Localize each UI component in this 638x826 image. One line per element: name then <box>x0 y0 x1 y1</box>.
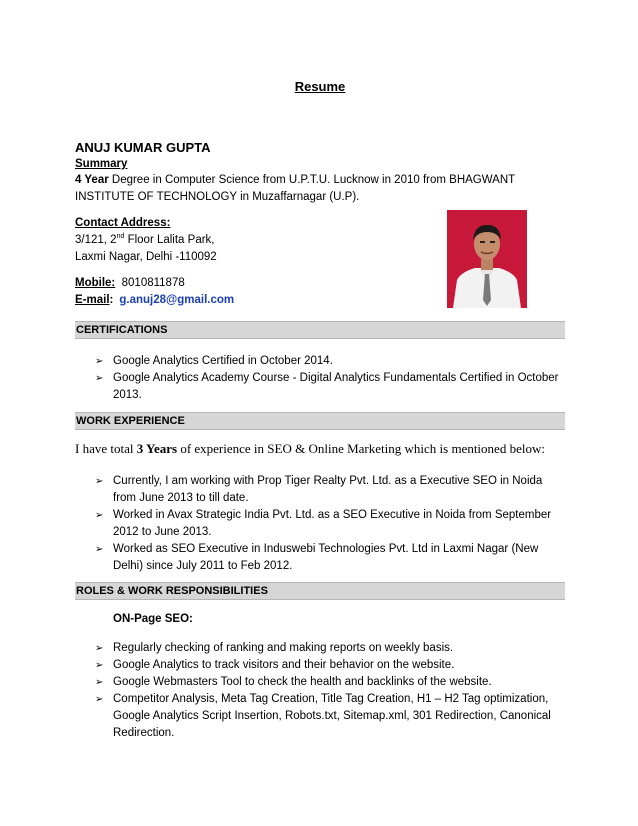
work-experience-heading <box>75 412 565 430</box>
contact-address-label: Contact Address: <box>75 217 171 229</box>
candidate-name: ANUJ KUMAR GUPTA <box>75 140 211 155</box>
summary-bold-lead: 4 Year <box>75 174 109 186</box>
arrow-bullet-icon: ➢ <box>95 356 104 367</box>
roles-heading <box>75 582 565 600</box>
work-experience-heading-text: WORK EXPERIENCE <box>76 415 185 427</box>
arrow-bullet-icon: ➢ <box>95 544 104 555</box>
work-intro-b: of experience in SEO & Online Marketing which is mentioned below: <box>177 441 545 456</box>
summary-text <box>75 172 565 206</box>
work-intro-bold: 3 Years <box>136 441 178 456</box>
page-title: Resume <box>294 79 346 94</box>
email-label: E-mail <box>75 294 110 306</box>
email-row <box>75 292 234 309</box>
address-line-1 <box>75 232 215 249</box>
list-item-text: Worked as SEO Executive in Induswebi Technologies Pvt. Ltd in Laxmi Nagar (New Delhi) since July 2011 to Feb 2012. <box>113 543 539 572</box>
mobile-row <box>75 275 185 292</box>
arrow-bullet-icon: ➢ <box>95 476 104 487</box>
list-item-text: Currently, I am working with Prop Tiger Realty Pvt. Ltd. as a Executive SEO in Noida from June 2013 to till date. <box>113 475 543 504</box>
list-item-text: Competitor Analysis, Meta Tag Creation, Title Tag Creation, H1 – H2 Tag optimization, Google Analytics Script Insertion, Robots.txt, Sitemap.xml, 301 Redirection, Canonical Redirection. <box>113 693 551 739</box>
address-line-1-a: 3/121, 2 <box>75 234 117 246</box>
work-intro-a: I have total <box>75 441 137 456</box>
list-item <box>95 507 565 541</box>
arrow-bullet-icon: ➢ <box>95 643 104 654</box>
list-item <box>95 691 565 742</box>
email-colon: : <box>109 294 114 306</box>
certifications-list <box>95 353 565 404</box>
summary-label: Summary <box>75 158 128 170</box>
on-page-seo-subheading: ON-Page SEO: <box>113 613 193 625</box>
certifications-heading-text: CERTIFICATIONS <box>76 324 168 336</box>
list-item-text: Google Webmasters Tool to check the health and backlinks of the website. <box>113 676 492 688</box>
arrow-bullet-icon: ➢ <box>95 677 104 688</box>
email-link[interactable]: g.anuj28@gmail.com <box>119 294 235 306</box>
arrow-bullet-icon: ➢ <box>95 373 104 384</box>
list-item <box>95 473 565 507</box>
list-item <box>95 541 565 575</box>
list-item-text: Google Analytics Academy Course - Digital Analytics Fundamentals Certified in October 2013. <box>113 372 559 401</box>
list-item-text: Google Analytics to track visitors and their behavior on the website. <box>113 659 455 671</box>
list-item <box>95 657 565 674</box>
profile-photo <box>447 210 527 308</box>
certifications-heading <box>75 321 565 339</box>
list-item-text: Worked in Avax Strategic India Pvt. Ltd. as a SEO Executive in Noida from September 2012 to June 2013. <box>113 509 552 538</box>
address-line-1-sup: nd <box>116 233 125 241</box>
list-item-text: Regularly checking of ranking and making reports on weekly basis. <box>113 642 454 654</box>
arrow-bullet-icon: ➢ <box>95 660 104 671</box>
address-line-2: Laxmi Nagar, Delhi -110092 <box>75 251 217 263</box>
summary-body: Degree in Computer Science from U.P.T.U. Lucknow in 2010 from BHAGWANT INSTITUTE OF TECHNOLOGY in Muzaffarnagar (U.P). <box>75 174 515 203</box>
mobile-label: Mobile: <box>75 277 116 289</box>
list-item <box>95 640 565 657</box>
roles-heading-text: ROLES & WORK RESPONSIBILITIES <box>76 585 268 597</box>
list-item <box>95 353 565 370</box>
work-experience-list <box>95 473 565 575</box>
roles-list <box>95 640 565 742</box>
mobile-number: 8010811878 <box>121 277 185 289</box>
list-item <box>95 674 565 691</box>
arrow-bullet-icon: ➢ <box>95 694 104 705</box>
arrow-bullet-icon: ➢ <box>95 510 104 521</box>
portrait-icon <box>447 210 527 308</box>
list-item <box>95 370 565 404</box>
list-item-text: Google Analytics Certified in October 2014. <box>113 355 333 367</box>
address-line-1-b: Floor Lalita Park, <box>124 234 215 246</box>
work-intro <box>75 440 575 457</box>
